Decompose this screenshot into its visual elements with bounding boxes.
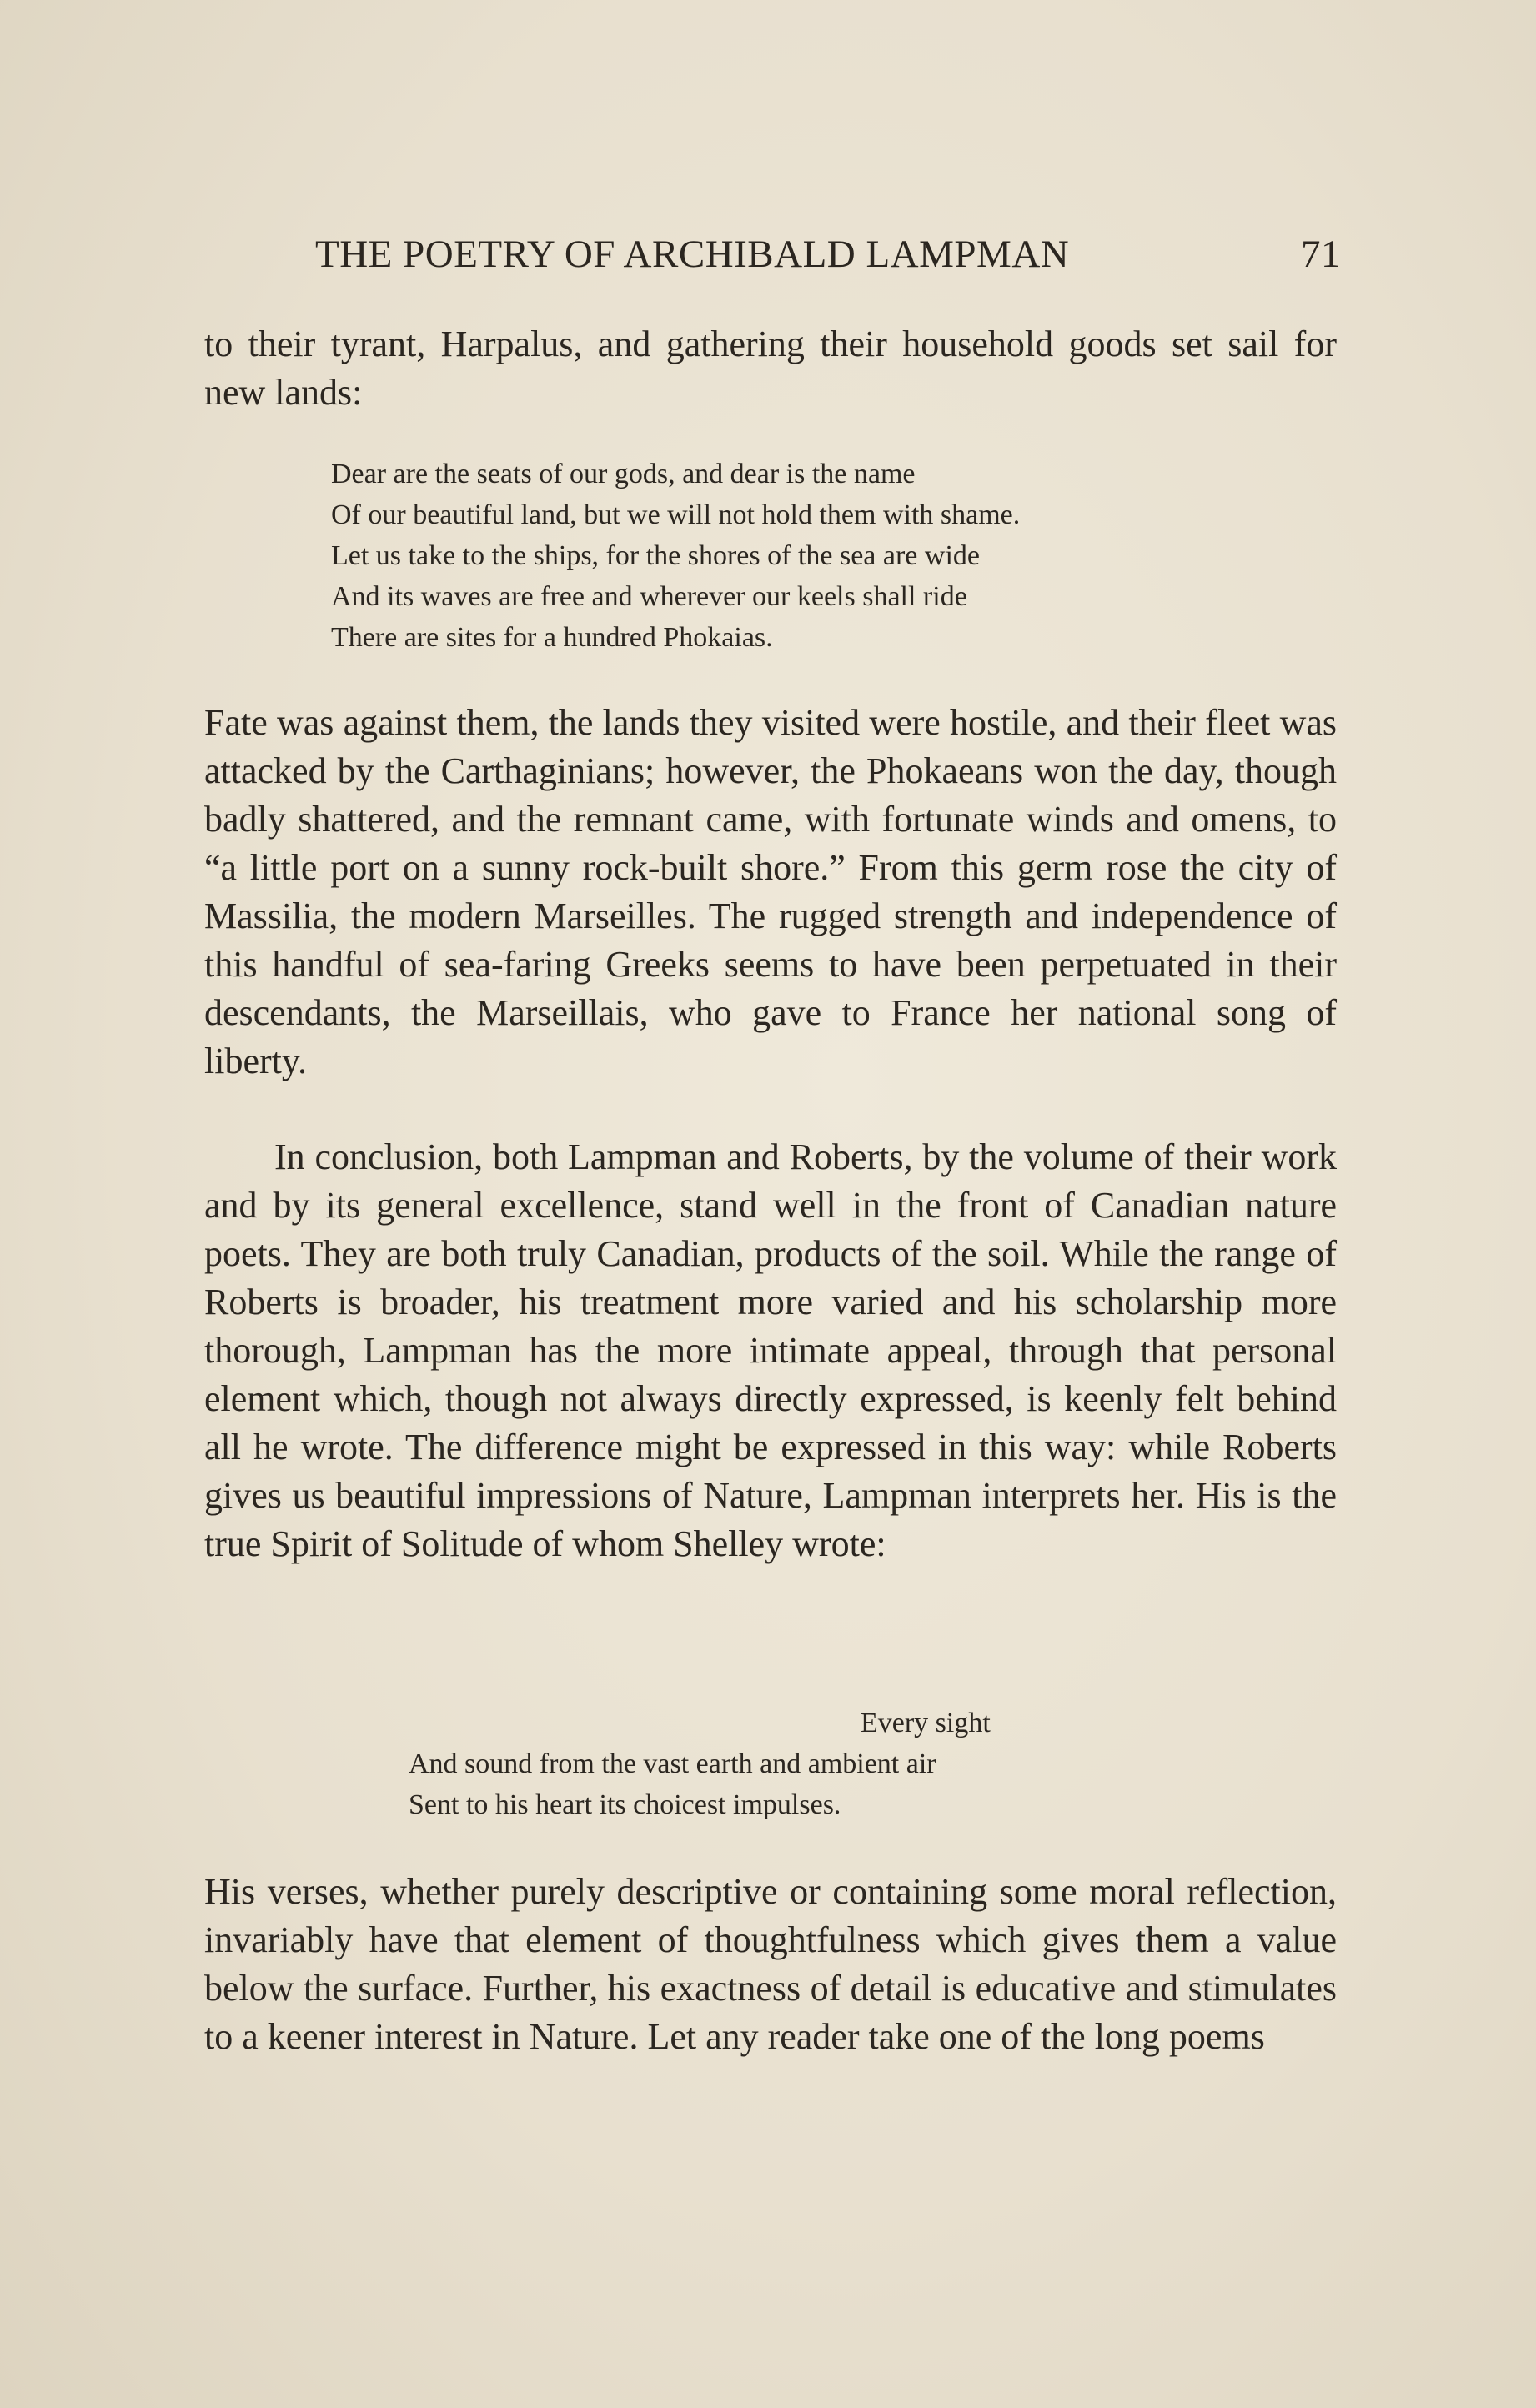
verse-line: Of our beautiful land, but we will not hold them with shame. xyxy=(331,499,1021,530)
verse-line: Let us take to the ships, for the shores of the sea are wide xyxy=(331,540,980,571)
verse-line: Every sight xyxy=(861,1708,991,1738)
verse-line: There are sites for a hundred Phokaias. xyxy=(331,622,773,653)
paragraph-1: to their tyrant, Harpalus, and gathering their household goods set sail for new lands: xyxy=(204,324,1337,413)
verse-quotation-2 xyxy=(409,1703,991,1825)
verse-line: And sound from the vast earth and ambient air xyxy=(409,1748,936,1779)
paragraph-3: In conclusion, both Lampman and Roberts, by the volume of their work and by its general excellence, stand well in the front of Canadian nature poets. They are both truly Canadian, products of the soil. While the range of Roberts is broader, his treatment more varied and his scholarship more thorough, Lampman has the more intimate appeal, through that personal element which, though not always directly expressed, is keenly felt behind all he wrote. The difference might be expressed in this way: while Roberts gives us beautiful impressions of Nature, Lampman interprets her. His is the true Spirit of Solitude of whom Shelley wrote: xyxy=(204,1136,1337,1564)
paragraph-2: Fate was against them, the lands they visited were hostile, and their fleet was attacked by the Carthaginians; however, the Phokaeans won the day, though badly shattered, and the remnant came, with fortunate winds and omens, to “a little port on a sunny rock-built shore.” From this germ rose the city of Massilia, the modern Marseilles. The rugged strength and independence of this handful of sea-faring Greeks seems to have been perpetuated in their descendants, the Marseillais, who gave to France her national song of liberty. xyxy=(204,702,1337,1081)
paragraph-4: His verses, whether purely descriptive or containing some moral reflection, invariably have that element of thoughtfulness which gives them a value below the surface. Further, his exactness of detail is educative and stimulates to a keener interest in Nature. Let any reader take one of the long poems xyxy=(204,1871,1337,2057)
page-number: 71 xyxy=(1301,233,1341,276)
verse-line: Sent to his heart its choicest impulses. xyxy=(409,1789,841,1820)
verse-line: And its waves are free and wherever our keels shall ride xyxy=(331,581,967,612)
verse-quotation-1 xyxy=(331,454,1020,658)
running-head-title: THE POETRY OF ARCHIBALD LAMPMAN xyxy=(315,233,1070,276)
verse-line: Dear are the seats of our gods, and dear is the name xyxy=(331,459,916,489)
